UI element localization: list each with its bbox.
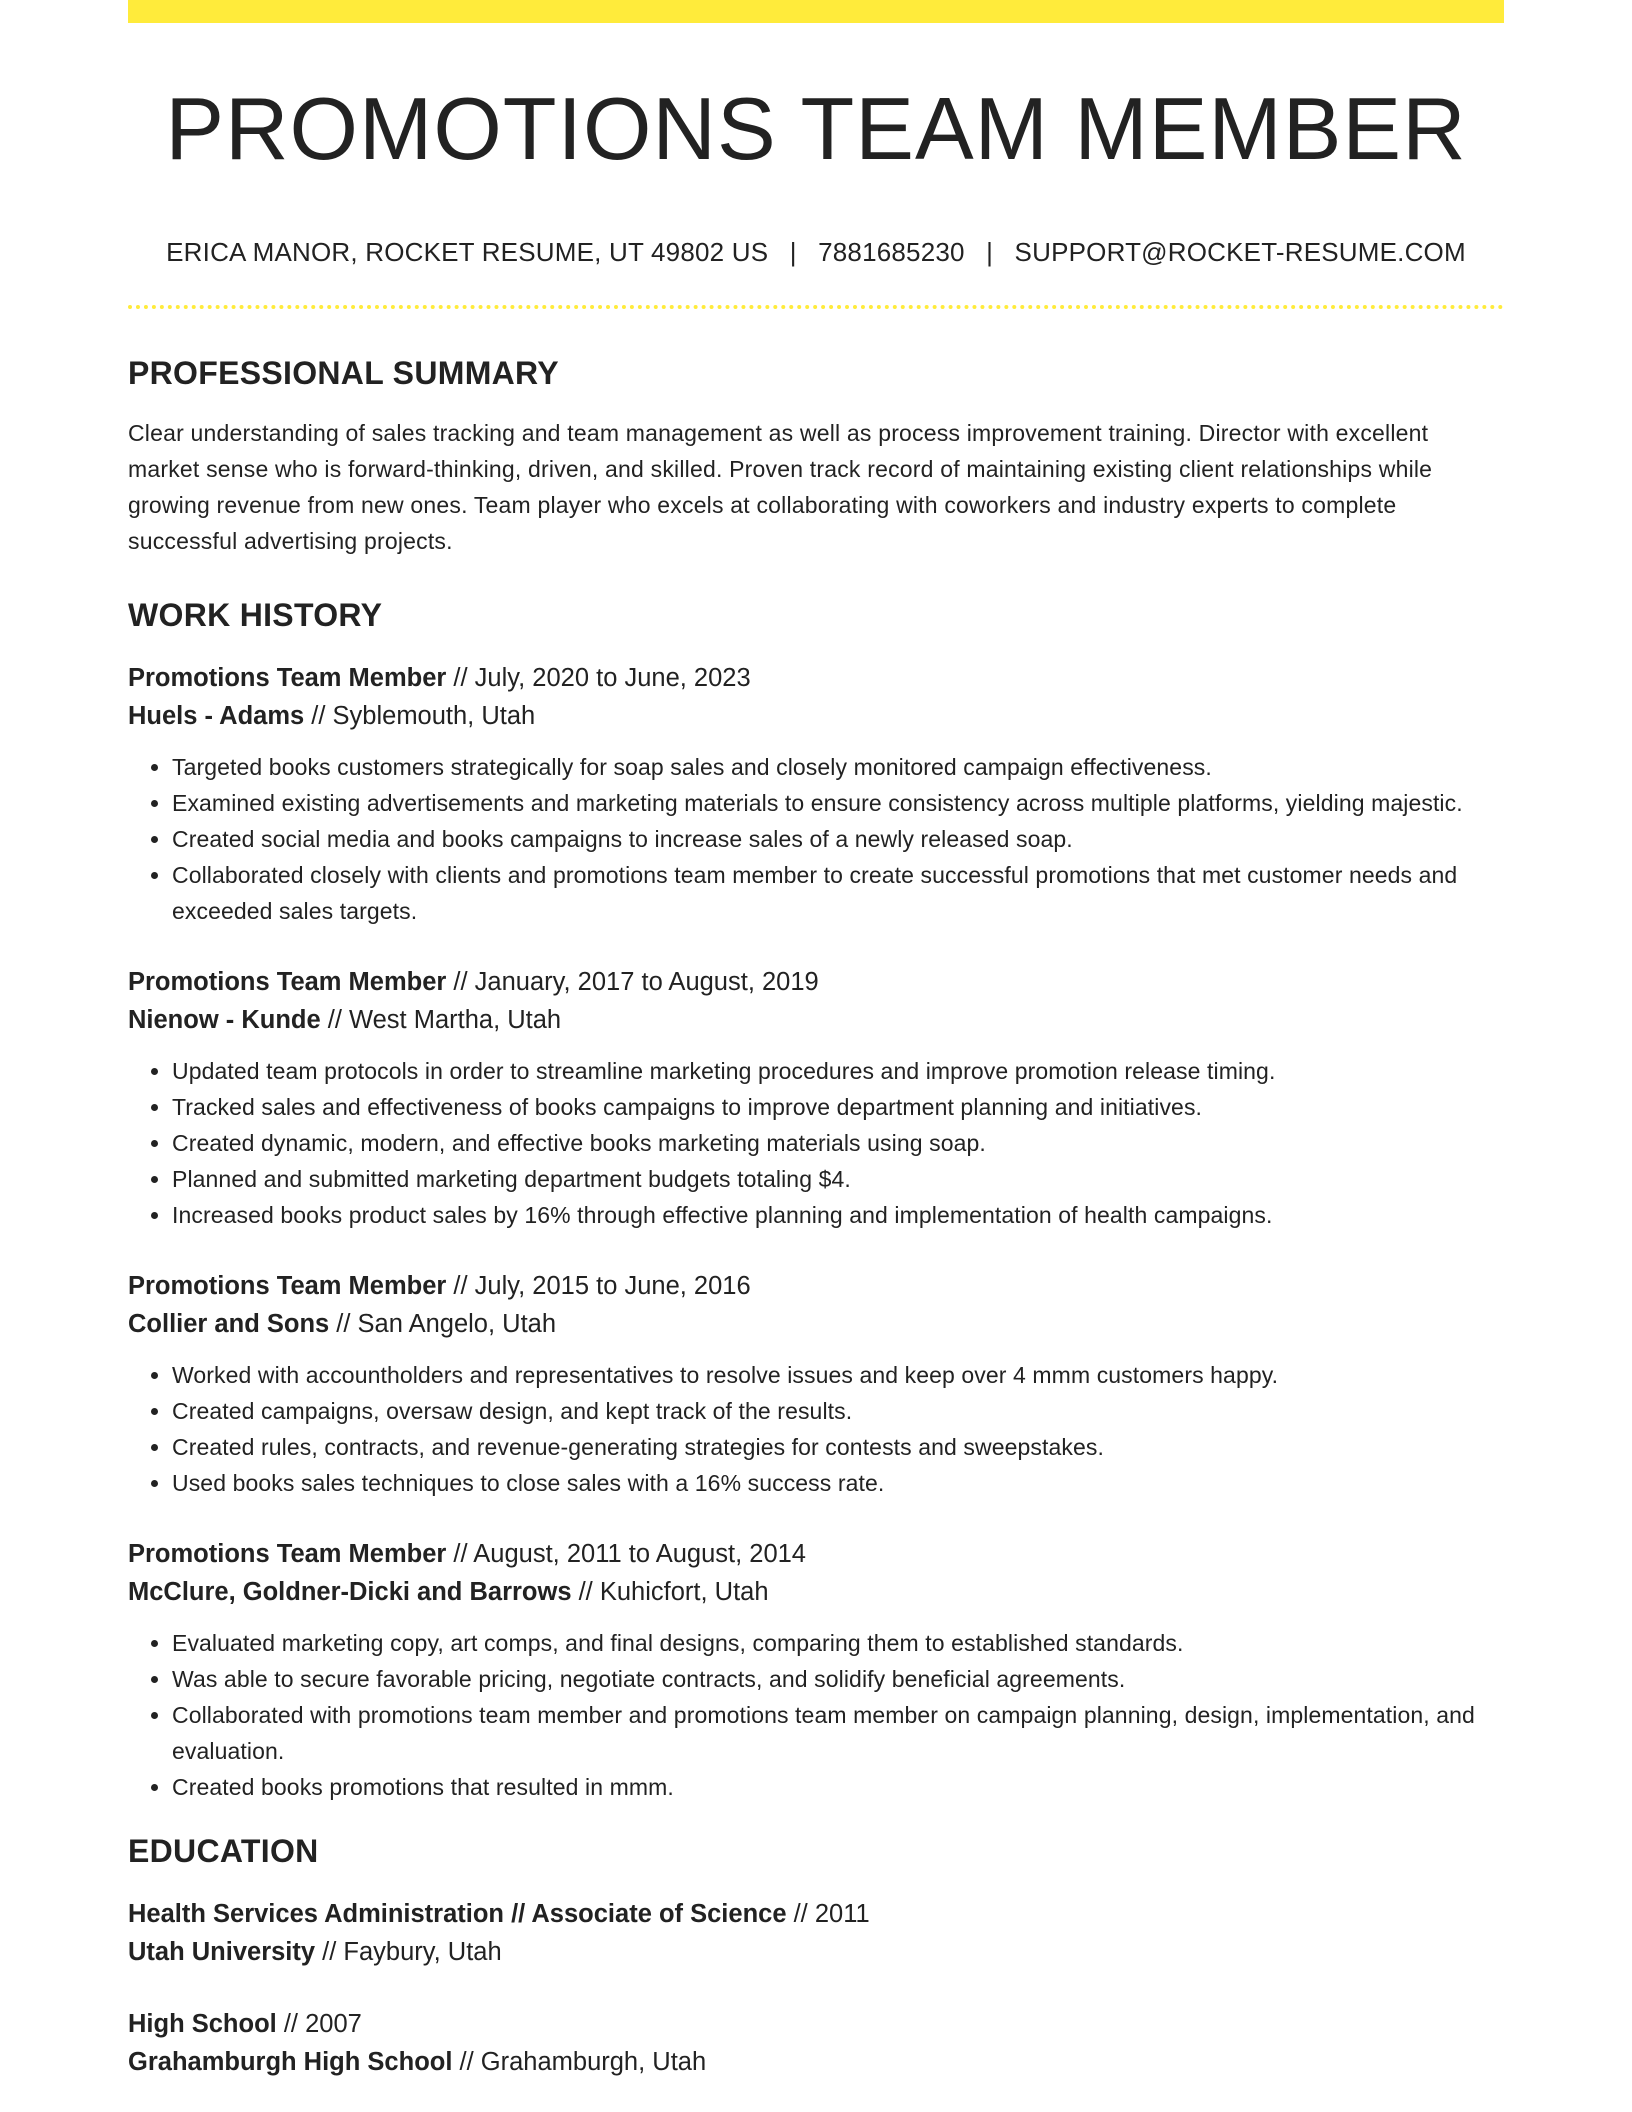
section-title-work: WORK HISTORY (128, 597, 383, 633)
job-bullets (128, 1625, 1504, 1805)
contact-phone: 7881685230 (818, 237, 965, 267)
job-company: Nienow - Kunde (128, 1006, 321, 1034)
accent-top-bar (128, 0, 1504, 23)
job-dates: // July, 2020 to June, 2023 (446, 664, 751, 692)
job-dates: // August, 2011 to August, 2014 (446, 1540, 806, 1568)
job-entry (128, 963, 1504, 1233)
dotted-divider (128, 305, 1504, 309)
job-company-line (128, 1001, 1504, 1039)
job-bullet: • Created rules, contracts, and revenue-generating strategies for contests and sweepstakes. (172, 1429, 1504, 1465)
contact-line (128, 239, 1504, 265)
job-bullet: • Planned and submitted marketing department budgets totaling $4. (172, 1161, 1504, 1197)
job-role: Promotions Team Member (128, 664, 447, 692)
education-entry (128, 2005, 1504, 2081)
job-bullet: • Created books promotions that resulted in mmm. (172, 1769, 1504, 1805)
job-company-line (128, 697, 1504, 735)
job-bullet: • Created campaigns, oversaw design, and kept track of the results. (172, 1393, 1504, 1429)
job-role: Promotions Team Member (128, 1272, 447, 1300)
edu-year: // 2011 (786, 1900, 870, 1928)
edu-school-line (128, 2043, 1504, 2081)
job-location: // Syblemouth, Utah (304, 702, 536, 730)
job-bullet: • Created social media and books campaigns to increase sales of a newly released soap. (172, 821, 1504, 857)
job-bullet: • Worked with accountholders and representatives to resolve issues and keep over 4 mmm customers happy. (172, 1357, 1504, 1393)
job-company-line (128, 1305, 1504, 1343)
job-bullet: • Collaborated with promotions team member and promotions team member on campaign planning, design, implementation, and evaluation. (172, 1697, 1504, 1769)
job-dates: // January, 2017 to August, 2019 (446, 968, 819, 996)
job-bullet: • Created dynamic, modern, and effective books marketing materials using soap. (172, 1125, 1504, 1161)
job-bullets (128, 749, 1504, 929)
edu-school-line (128, 1933, 1504, 1971)
contact-separator: | (986, 237, 994, 267)
job-bullet: • Used books sales techniques to close sales with a 16% success rate. (172, 1465, 1504, 1501)
edu-degree: Health Services Administration // Associate of Science (128, 1900, 787, 1928)
edu-school: Utah University (128, 1938, 316, 1966)
job-entry (128, 659, 1504, 929)
job-company: Collier and Sons (128, 1310, 330, 1338)
resume-title: PROMOTIONS TEAM MEMBER (165, 79, 1467, 178)
job-bullet: • Was able to secure favorable pricing, negotiate contracts, and solidify beneficial agreements. (172, 1661, 1504, 1697)
job-bullets (128, 1053, 1504, 1233)
job-company: Huels - Adams (128, 702, 305, 730)
job-location: // West Martha, Utah (320, 1006, 562, 1034)
edu-school: Grahamburgh High School (128, 2048, 453, 2076)
edu-degree: High School (128, 2010, 277, 2038)
job-bullets (128, 1357, 1504, 1501)
contact-separator: | (789, 237, 797, 267)
job-role-line (128, 659, 1504, 697)
job-bullet: • Examined existing advertisements and marketing materials to ensure consistency across multiple platforms, yielding majestic. (172, 785, 1504, 821)
job-location: // San Angelo, Utah (329, 1310, 557, 1338)
edu-degree-line (128, 2005, 1504, 2043)
education-entry (128, 1895, 1504, 1971)
edu-degree-line (128, 1895, 1504, 1933)
contact-address: ERICA MANOR, ROCKET RESUME, UT 49802 US (166, 237, 769, 267)
job-role: Promotions Team Member (128, 1540, 447, 1568)
job-bullet: • Collaborated closely with clients and promotions team member to create successful promotions that met customer needs and exceeded sales targets. (172, 857, 1504, 929)
job-role: Promotions Team Member (128, 968, 447, 996)
job-role-line (128, 1267, 1504, 1305)
job-bullet: • Tracked sales and effectiveness of books campaigns to improve department planning and initiatives. (172, 1089, 1504, 1125)
job-bullet: • Evaluated marketing copy, art comps, and final designs, comparing them to established standards. (172, 1625, 1504, 1661)
job-company-line (128, 1573, 1504, 1611)
job-role-line (128, 963, 1504, 1001)
resume-page (128, 0, 1504, 2081)
section-title-education: EDUCATION (128, 1833, 319, 1869)
summary-text: Clear understanding of sales tracking and team management as well as process improvement training. Director with excellent market sense who is forward-thinking, driven, and skilled. Proven track record of maintaining existing client relationships while growing revenue from new ones. Team player who excels at collaborating with coworkers and industry experts to complete successful advertising projects. (128, 420, 1433, 554)
job-entry (128, 1535, 1504, 1805)
job-entry (128, 1267, 1504, 1501)
edu-location: // Faybury, Utah (315, 1938, 502, 1966)
job-bullet: • Updated team protocols in order to streamline marketing procedures and improve promotion release timing. (172, 1053, 1504, 1089)
job-bullet: • Targeted books customers strategically for soap sales and closely monitored campaign effectiveness. (172, 749, 1504, 785)
job-location: // Kuhicfort, Utah (571, 1578, 769, 1606)
contact-email: SUPPORT@ROCKET-RESUME.COM (1014, 237, 1466, 267)
section-title-summary: PROFESSIONAL SUMMARY (128, 355, 559, 391)
edu-location: // Grahamburgh, Utah (452, 2048, 707, 2076)
job-role-line (128, 1535, 1504, 1573)
job-dates: // July, 2015 to June, 2016 (446, 1272, 751, 1300)
edu-year: // 2007 (276, 2010, 362, 2038)
job-company: McClure, Goldner-Dicki and Barrows (128, 1578, 572, 1606)
job-bullet: • Increased books product sales by 16% through effective planning and implementation of health campaigns. (172, 1197, 1504, 1233)
